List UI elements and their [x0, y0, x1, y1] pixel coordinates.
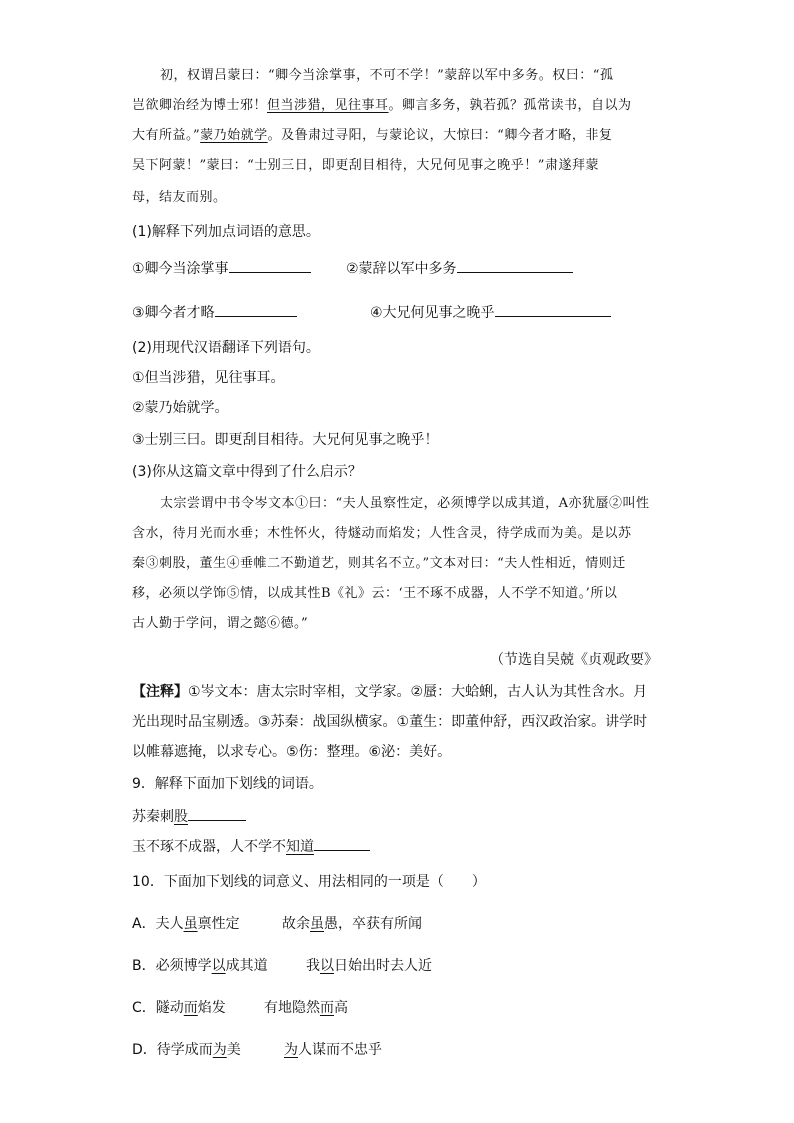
underlined-word: 股: [174, 809, 188, 825]
notes-line1: 【注释】①岑文本：唐太宗时宰相，文学家。②蜃：大蛤蜊，古人认为其性含水。月: [132, 684, 648, 700]
passage2-line1: 太宗尝谓中书令岑文本①曰：“夫人虽察性定，必须博学以成其道，A亦犹蜃②叫性: [160, 496, 650, 511]
passage2-line4: 移，必须以学饰⑤情，以成其性B《礼》云：‘王不琢不成器，人不学不知道。’所以: [132, 586, 618, 601]
answer-blank[interactable]: [495, 302, 611, 317]
answer-blank[interactable]: [188, 806, 246, 821]
option-b[interactable]: B．必须博学以成其道: [132, 958, 268, 974]
question2-item1: ①但当涉猎，见往事耳。: [132, 370, 285, 386]
answer-blank[interactable]: [457, 258, 573, 273]
passage2-line5: 古人勤于学问，谓之懿⑥德。”: [132, 616, 309, 631]
option-d[interactable]: D．待学成而为美: [132, 1042, 241, 1058]
option-d-compare: 为人谋而不忠乎: [284, 1042, 382, 1058]
question10-prompt: 10．下面加下划线的词意义、用法相同的一项是（ ）: [132, 874, 486, 890]
notes-line3: 以帷幕遮掩，以求专心。⑤伤：整理。⑥泌：美好。: [132, 744, 452, 760]
answer-blank[interactable]: [229, 258, 311, 273]
question1-item4: ④大兄何见事之晚乎: [370, 302, 611, 323]
notes-label: 【注释】: [132, 684, 188, 700]
passage1-line5: 母，结友而别。: [132, 190, 227, 205]
question1-item1: ①卿今当涂掌事: [132, 258, 311, 279]
passage2-line3: 秦③刺股，董生④垂帷二不勤道艺，则其名不立。”文本对曰：“夫人性相近，情则迁: [132, 556, 626, 571]
question9-item2: 玉不琢不成器，人不学不知道: [132, 836, 370, 857]
underlined-word: 知道: [286, 839, 314, 855]
source-citation: （节选自吴兢《贞观政要》: [490, 652, 658, 668]
question2-item2: ②蒙乃始就学。: [132, 400, 229, 416]
notes-line2: 光出现时品宝剔透。③苏秦：战国纵横家。①董生：即董仲舒，西汉政治家。讲学时: [132, 714, 648, 730]
passage2-line2: 含水，待月光而水垂；木性怀火，待燧动而焰发；人性含灵，待学成而为美。是以苏: [132, 526, 632, 541]
passage1-line2: 岂欲卿治经为博士邪！但当涉猎，见往事耳。卿言多务，孰若孤？孤常读书，自以为: [132, 98, 632, 113]
question3-prompt: (3)你从这篇文章中得到了什么启示？: [132, 464, 362, 480]
option-a-compare: 故余虽愚，卒获有所闻: [282, 916, 422, 932]
option-b-compare: 我以日始出时去人近: [306, 958, 432, 974]
question2-item3: ③士别三曰。即更刮目相待。大兄何见事之晚乎！: [132, 432, 439, 448]
question1-item3: ③卿今者才略: [132, 302, 297, 323]
question1-prompt: (1)解释下列加点词语的意思。: [132, 224, 320, 240]
underlined-phrase: 但当涉猎，见往事耳: [267, 98, 389, 113]
underlined-phrase: 蒙乃始就学: [200, 128, 268, 143]
question9-item1: 苏秦刺股: [132, 806, 246, 827]
passage1-line4: 吴下阿蒙！”蒙曰：“士别三日，即更刮目相待，大兄何见事之晚乎！”肃遂拜蒙: [132, 158, 599, 173]
question1-item2: ②蒙辞以军中多务: [346, 258, 573, 279]
passage1-line3: 大有所益。”蒙乃始就学。及鲁肃过寻阳，与蒙论议，大惊曰：“卿今者才略，非复: [132, 128, 613, 143]
question9-prompt: 9．解释下面加下划线的词语。: [132, 776, 323, 792]
question2-prompt: (2)用现代汉语翻译下列语句。: [132, 340, 320, 356]
option-c-compare: 有地隐然而高: [264, 1000, 348, 1016]
answer-blank[interactable]: [215, 302, 297, 317]
option-a[interactable]: A．夫人虽禀性定: [132, 916, 240, 932]
option-c[interactable]: C．隧动而焰发: [132, 1000, 226, 1016]
passage1-line1: 初，权谓吕蒙曰：“卿今当涂掌事，不可不学！”蒙辞以军中多务。权曰：“孤: [160, 68, 614, 83]
answer-blank[interactable]: [314, 836, 370, 851]
